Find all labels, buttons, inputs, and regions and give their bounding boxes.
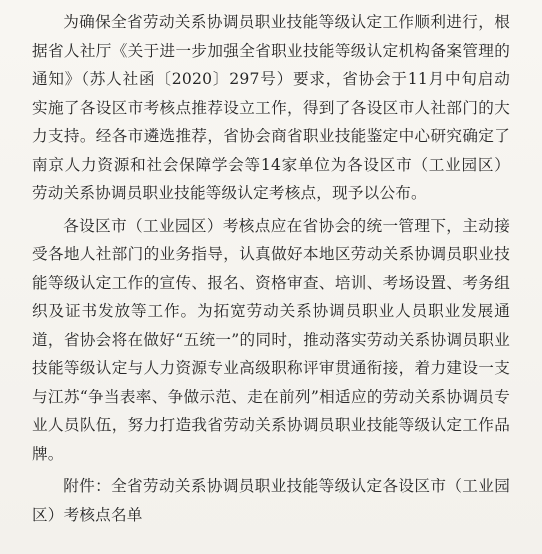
document-body [32, 8, 510, 529]
paragraph-management: 各设区市（工业园区）考核点应在省协会的统一管理下，主动接受各地人社部门的业务指导，认真做好本地区劳动关系协调员职业技能等级认定工作的宣传、报名、资格审查、培训、考场设置、考务组织及证书发放等工作。为拓宽劳动关系协调员职业人员职业发展通道，省协会将在做好“五统一”的同时，推动落实劳动关系协调员职业技能等级认定与人力资源专业高级职称评审贯通衔接，着力建设一支与江苏“争当表率、争做示范、走在前列”相适应的劳动关系协调员专业人员队伍，努力打造我省劳动关系协调员职业技能等级认定工作品牌。 [32, 216, 510, 463]
paragraph-announcement: 为确保全省劳动关系协调员职业技能等级认定工作顺利进行，根据省人社厅《关于进一步加强全省职业技能等级认定机构备案管理的通知》（苏人社函〔2020〕297号）要求，省协会于11月中旬启动实施了各设区市考核点推荐设立工作，得到了各设区市人社部门的大力支持。经各市遴选推荐，省协会商省职业技能鉴定中心研究确定了南京人力资源和社会保障学会等14家单位为各设区市（工业园区）劳动关系协调员职业技能等级认定考核点，现予以公布。 [32, 13, 510, 202]
attachment-line: 附件：全省劳动关系协调员职业技能等级认定各设区市（工业园区）考核点名单 [32, 477, 510, 524]
